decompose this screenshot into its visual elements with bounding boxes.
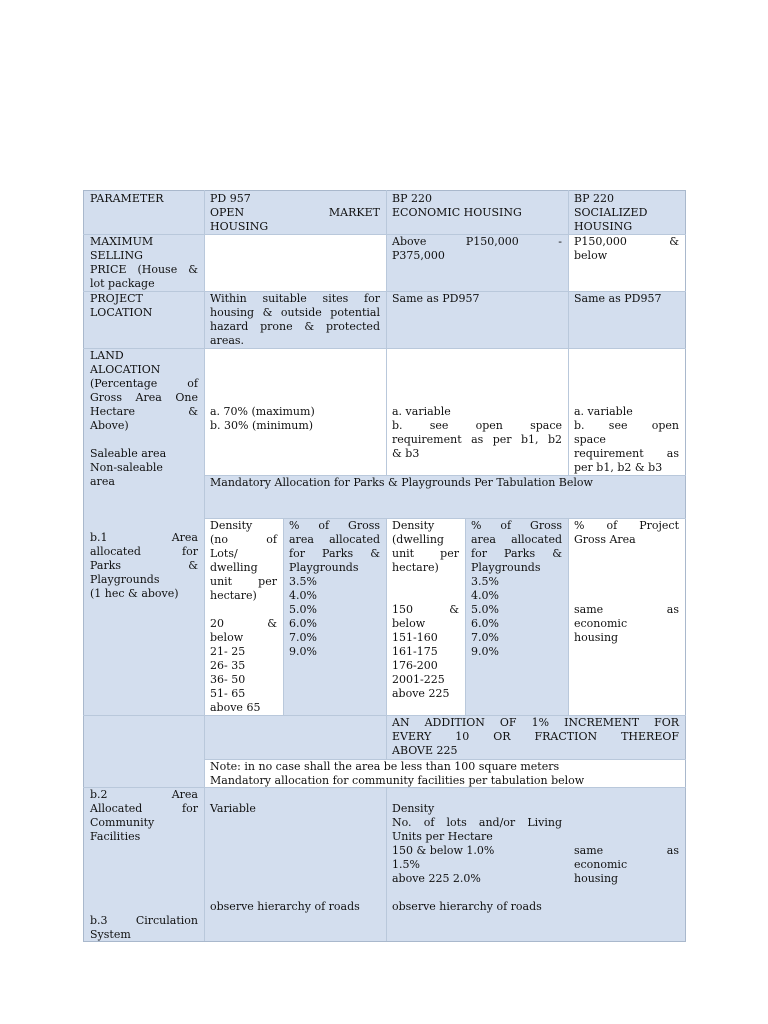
b3-label-line: System [90,928,131,941]
b1-pd957-density-line: 51- 65 [210,687,246,700]
b2-socialized-line: economic [574,858,628,871]
project-location-label-cell [84,291,204,348]
land-allocation-pd957-line: a. 70% (maximum) [210,405,315,418]
b2-b3-economic-cell [386,787,568,941]
increment-pd957-cell [204,715,386,759]
max-price-label-line: SELLING [90,249,143,262]
parks-mandatory-note-cell [204,475,685,518]
b2-pd957-spacer [210,816,380,900]
b2-label-line: b.2 Area [90,788,198,801]
b1-economic-density-line: hectare) [392,561,439,574]
b3-economic: observe hierarchy of roads [392,900,542,913]
b1-socialized-line: same as [574,603,679,616]
land-allocation-socialized-line: a. variable [574,405,633,418]
row-divider [204,759,686,760]
header-bp220-socialized-cell [568,191,685,234]
b1-label-line: Parks & [90,559,198,572]
b1-pd957-percent-line: 4.0% [289,589,317,602]
minimum-area-note: Note: in no case shall the area be less than 100 square meters [210,760,560,773]
b1-economic-density-line: unit per [392,547,459,560]
land-allocation-economic-line: a. variable [392,405,451,418]
b1-economic-percent-line: 4.0% [471,589,499,602]
header-bp220s-line: BP 220 [574,192,614,205]
header-pd957-line: PD 957 [210,192,251,205]
b1-economic-density-line: 150 & [392,603,459,616]
b2-b3-label-cell [84,787,204,941]
land-allocation-socialized-line: b. see open [574,419,679,432]
b1-socialized-line: Gross Area [574,533,636,546]
b1-economic-density-line: Density [392,519,435,532]
b1-label-line: (1 hec & above) [90,587,179,600]
b1-pd957-percent-line: 5.0% [289,603,317,616]
column-divider [568,190,569,475]
header-bp220s-line: SOCIALIZED [574,206,648,219]
project-location-socialized-cell [568,291,685,348]
b1-pd957-density-line: 21- 25 [210,645,246,658]
b2-economic-line: No. of lots and/or Living [392,816,562,829]
b1-economic-density-line: 161-175 [392,645,438,658]
header-pd957-line: HOUSING [210,220,269,233]
b1-pd957-percent-line: for Parks & [289,547,380,560]
row-divider [204,518,686,519]
b1-economic-percent-line: 3.5% [471,575,499,588]
max-price-economic-line: P375,000 [392,249,445,262]
b1-pd957-density-line: 20 & [210,617,277,630]
b1-pd957-density-line: 26- 35 [210,659,246,672]
b2-economic-line: above 225 2.0% [392,872,481,885]
notes-cell [204,759,685,787]
land-allocation-socialized-line: space [574,433,606,446]
column-divider [283,518,284,715]
b1-economic-percent-line: 5.0% [471,603,499,616]
b1-economic-density-line: above 225 [392,687,450,700]
column-divider [386,518,387,759]
land-allocation-label-cell [84,348,204,518]
parks-mandatory-note: Mandatory Allocation for Parks & Playgrounds Per Tabulation Below [210,476,593,489]
project-location-socialized: Same as PD957 [574,292,662,305]
b1-pd957-density-line: unit per [210,575,277,588]
max-price-label-line: PRICE (House & [90,263,198,276]
header-pd957-line: OPEN MARKET [210,206,380,219]
land-allocation-socialized-cell [568,348,685,475]
b1-pd957-percent-line: 7.0% [289,631,317,644]
b1-economic-percent-line: for Parks & [471,547,562,560]
project-location-economic: Same as PD957 [392,292,480,305]
row-divider [83,234,686,235]
b1-label-line: b.1 Area [90,531,198,544]
b1-pd957-density-cell [204,518,283,715]
b1-socialized-line: economic [574,617,628,630]
b1-socialized-line: % of Project [574,519,679,532]
max-price-label-line: MAXIMUM [90,235,154,248]
b1-pd957-density-line: above 65 [210,701,261,714]
header-bp220-economic-cell [386,191,568,234]
project-location-pd957-line: areas. [210,334,245,347]
b3-label-line: b.3 Circulation [90,914,198,927]
project-location-economic-cell [386,291,568,348]
project-location-label-line: PROJECT [90,292,143,305]
increment-line: ABOVE 225 [392,744,458,757]
land-allocation-economic-line: b. see open space [392,419,562,432]
b1-socialized-cell [568,518,685,715]
max-price-socialized-cell [568,234,685,291]
header-bp220s-line: HOUSING [574,220,633,233]
increment-line: EVERY 10 OR FRACTION THEREOF [392,730,679,743]
b1-economic-density-line: (dwelling [392,533,444,546]
b1-pd957-percent-line: 9.0% [289,645,317,658]
b1-economic-percent-line: 9.0% [471,645,499,658]
b2-b3-pd957-cell [204,787,386,941]
project-location-pd957-line: hazard prone & protected [210,320,380,333]
b1-economic-percent-cell [465,518,568,715]
b1-pd957-density-line: Lots/ [210,547,238,560]
b1-label-cell [84,518,204,715]
project-location-pd957-cell [204,291,386,348]
b1-economic-percent-line: 7.0% [471,631,499,644]
b1-economic-percent-line: 6.0% [471,617,499,630]
land-allocation-label-line: Above) [90,419,129,432]
b1-economic-density-line: 151-160 [392,631,438,644]
header-bp220e-line: BP 220 [392,192,432,205]
land-allocation-label-spacer [90,433,198,447]
project-location-pd957-line: Within suitable sites for [210,292,380,305]
b1-pd957-density-line: dwelling [210,561,258,574]
b1-pd957-density-line: Density [210,519,253,532]
max-price-socialized-line: P150,000 & [574,235,679,248]
increment-cell [386,715,685,759]
column-divider [386,190,387,475]
b1-economic-percent-line: % of Gross [471,519,562,532]
b1-socialized-spacer [574,547,679,603]
row-divider [83,348,686,349]
land-allocation-pd957-line: b. 30% (minimum) [210,419,314,432]
b1-label-line: Playgrounds [90,573,160,586]
max-price-economic-line: Above P150,000 - [392,235,562,248]
b2-economic-line: Density [392,802,435,815]
max-price-label-line: lot package [90,277,155,290]
b1-label-line: allocated for [90,545,198,558]
land-allocation-label-line: Saleable area [90,447,167,460]
row-divider [204,475,686,476]
column-divider [465,518,466,715]
land-allocation-label-line: (Percentage of [90,377,198,390]
max-price-economic-cell [386,234,568,291]
b1-economic-density-line: below [392,617,426,630]
b1-pd957-percent-cell [283,518,386,715]
b2-socialized-line: housing [574,872,619,885]
land-allocation-label-line: LAND [90,349,124,362]
project-location-pd957-line: housing & outside potential [210,306,380,319]
b1-economic-percent-line: area allocated [471,533,562,546]
land-allocation-socialized-line: per b1, b2 & b3 [574,461,663,474]
land-allocation-label-line: Non-saleable [90,461,163,474]
b1-pd957-percent-line: 3.5% [289,575,317,588]
b2-label-line: Community [90,816,155,829]
b2-socialized-line: same as [574,844,679,857]
b1-pd957-density-spacer [210,603,277,617]
b2-label-line: Facilities [90,830,141,843]
land-allocation-label-line: Hectare & [90,405,198,418]
column-divider [204,190,205,941]
land-allocation-pd957-cell [204,348,386,475]
b1-pd957-density-line: below [210,631,244,644]
b1-pd957-percent-line: Playgrounds [289,561,359,574]
max-price-socialized-line: below [574,249,608,262]
b2-label-line: Allocated for [90,802,198,815]
b1-pd957-percent-line: 6.0% [289,617,317,630]
b1-pd957-density-line: (no of [210,533,277,546]
land-allocation-label-line: Gross Area One [90,391,198,404]
b3-pd957: observe hierarchy of roads [210,900,360,913]
row-divider [83,787,686,788]
b1-label-continuation-cell [84,715,204,787]
land-allocation-economic-cell [386,348,568,475]
b1-pd957-percent-line: area allocated [289,533,380,546]
project-location-label-line: LOCATION [90,306,153,319]
land-allocation-economic-line: requirement as per b1, b2 [392,433,562,446]
b2-economic-line: Units per Hectare [392,830,493,843]
b1-pd957-percent-line: % of Gross [289,519,380,532]
b2-economic-line: 150 & below 1.0% [392,844,495,857]
header-parameter: PARAMETER [90,192,164,205]
b1-pd957-density-line: hectare) [210,589,257,602]
increment-line: AN ADDITION OF 1% INCREMENT FOR [392,716,679,729]
header-parameter-cell [84,191,204,234]
land-allocation-label-line: ALOCATION [90,363,161,376]
b1-economic-density-cell [386,518,465,715]
community-mandatory-note: Mandatory allocation for community facilities per tabulation below [210,774,585,787]
b2-economic-line: 1.5% [392,858,420,871]
b2-b3-socialized-cell [568,787,685,941]
b1-economic-density-spacer [392,575,459,603]
land-allocation-economic-line: & b3 [392,447,420,460]
b2-pd957: Variable [210,802,256,815]
b2-economic-spacer [392,886,562,900]
b1-socialized-line: housing [574,631,619,644]
land-allocation-socialized-line: requirement as [574,447,679,460]
b2-b3-spacer [90,844,198,914]
column-divider [568,518,569,715]
b1-pd957-density-line: 36- 50 [210,673,246,686]
land-allocation-label-line: area [90,475,115,488]
row-divider [83,715,686,716]
header-bp220e-line: ECONOMIC HOUSING [392,206,522,219]
row-divider [83,291,686,292]
column-divider [386,787,387,941]
b1-economic-density-line: 176-200 [392,659,438,672]
b1-economic-density-line: 2001-225 [392,673,445,686]
max-price-pd957-cell [204,234,386,291]
b1-economic-percent-line: Playgrounds [471,561,541,574]
max-price-label-cell [84,234,204,291]
header-pd957-cell [204,191,386,234]
